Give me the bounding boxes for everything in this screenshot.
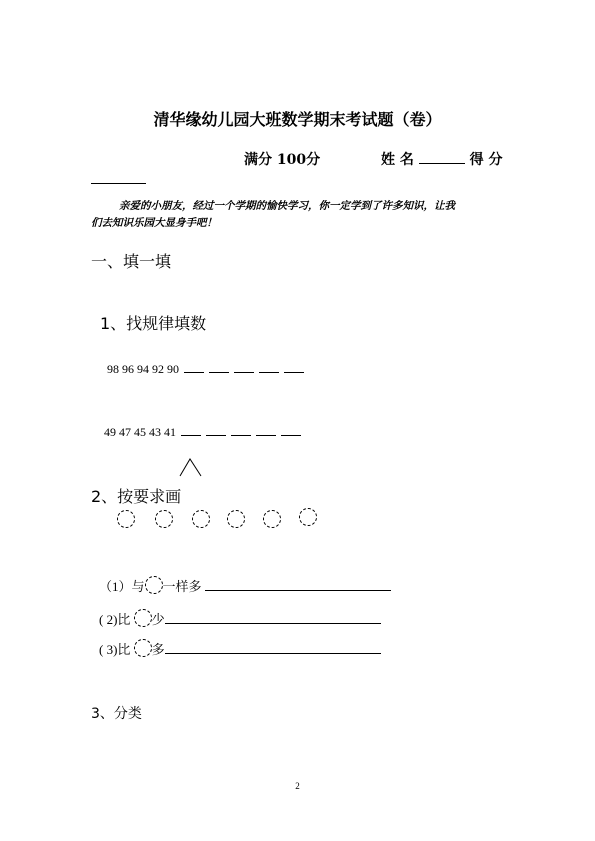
question-3-label: 3、分类	[91, 706, 142, 722]
answer-blank	[281, 425, 301, 436]
answer-blank	[181, 425, 201, 436]
sub-question-1-suffix: 一样多	[162, 579, 202, 594]
section-1-heading: 一、填一填	[91, 252, 172, 271]
sub-question-3-prefix: ( 3)比	[99, 642, 131, 657]
sub-question-2-prefix: ( 2)比	[99, 612, 131, 627]
answer-blank	[231, 425, 251, 436]
sub-question-1-prefix: （1）与	[99, 579, 145, 594]
score-get-label: 得 分	[469, 152, 503, 168]
circle-shape	[227, 510, 245, 528]
name-label: 姓 名	[381, 152, 414, 168]
answer-line	[205, 578, 391, 591]
circle-shape	[155, 510, 173, 528]
sub-question-2-suffix: 少	[151, 612, 165, 627]
circle-shape	[134, 609, 152, 627]
intro-line-2: 们去知识乐园大显身手吧！	[91, 217, 217, 229]
circle-shape	[134, 639, 152, 657]
page-title: 清华缘幼儿园大班数学期末考试题（卷）	[153, 110, 442, 129]
left-rule	[91, 183, 146, 184]
answer-blank	[184, 362, 204, 373]
answer-blank	[284, 362, 304, 373]
sub-question-3	[99, 639, 381, 658]
triangle-shape	[178, 457, 204, 477]
answer-blank	[209, 362, 229, 373]
sub-question-2	[99, 609, 381, 628]
answer-blank	[234, 362, 254, 373]
question-2-label: 2、按要求画	[91, 487, 182, 506]
name-score-header	[381, 149, 503, 169]
sequence-1-numbers: 98 96 94 92 90	[107, 362, 179, 376]
circle-shape	[192, 510, 210, 528]
circle-shape	[145, 576, 163, 594]
sub-question-3-suffix: 多	[151, 642, 165, 657]
answer-blank	[259, 362, 279, 373]
answer-blank	[256, 425, 276, 436]
sequence-2-numbers: 49 47 45 43 41	[104, 425, 176, 439]
full-score-label: 满分 100分	[244, 152, 321, 168]
sequence-1	[107, 362, 304, 377]
circle-shape	[299, 508, 317, 526]
question-1-label: 1、找规律填数	[100, 314, 207, 333]
sequence-2	[104, 425, 301, 440]
name-blank-line	[419, 151, 465, 164]
answer-line	[165, 611, 381, 624]
page-number: 2	[295, 781, 300, 791]
circle-shape	[263, 510, 281, 528]
answer-blank	[206, 425, 226, 436]
sub-question-1	[99, 576, 391, 595]
answer-line	[165, 641, 381, 654]
intro-line-1: 亲爱的小朋友，经过一个学期的愉快学习，你一定学到了许多知识，让我	[119, 200, 455, 212]
circle-shape	[117, 510, 135, 528]
